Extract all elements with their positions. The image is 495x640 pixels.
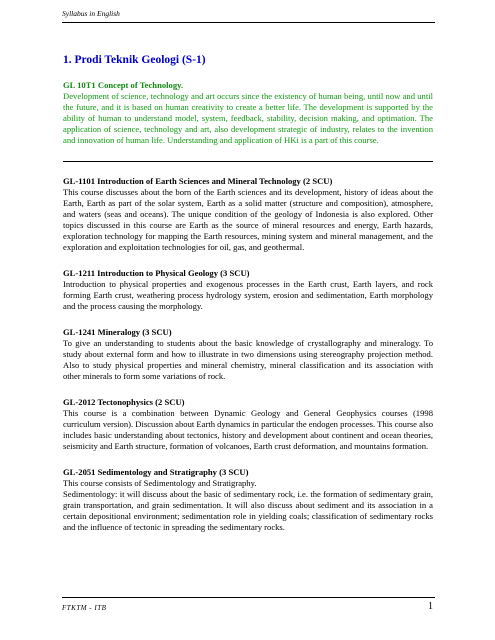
course-title: GL-2051 Sedimentology and Stratigraphy (3 SCU) [63, 467, 249, 477]
page-content [63, 54, 433, 548]
course-block [63, 176, 433, 253]
course-block [63, 327, 433, 382]
course-title: GL-1101 Introduction of Earth Sciences and Mineral Technology (2 SCU) [63, 176, 333, 186]
course-description: To give an understanding to students about the basic knowledge of crystallography and mineralogy. To study about external form and how to illustrate in two dimensions using stereography projection method. Also to study physical properties and mineral chemistry, mineral classification and its association with other minerals to form some variations of rock. [63, 338, 433, 381]
course-title: GL-2012 Tectonophysics (2 SCU) [63, 397, 185, 407]
course-title: GL-1241 Mineralogy (3 SCU) [63, 327, 172, 337]
header-rule [62, 22, 435, 23]
course-title: GL 10T1 Concept of Technology. [63, 80, 184, 90]
course-description: Development of science, technology and art occurs since the existency of human being, until now and until the future, and it is based on human creativity to create a better life. The development is supported by the ability of human to understand model, system, feedback, stability, decision making, and optimation. The application of science, technology and art, also development strategic of industry, relates to the invention and innovation of human life. Understanding and application of HKi is a part of this course. [63, 91, 433, 145]
footer-institution: FTKTM - ITB [62, 604, 107, 612]
course-block [63, 268, 433, 312]
course-block [63, 467, 433, 533]
course-block [63, 80, 433, 146]
footer-rule [62, 597, 435, 598]
course-title: GL-1211 Introduction to Physical Geology (3 SCU) [63, 268, 250, 278]
course-description: Introduction to physical properties and exogenous processes in the Earth crust, Earth layers, and rock forming Earth crust, weathering process hydrology system, erosion and sedimentation, Earth morphology and the process causing the morphology. [63, 279, 433, 311]
page-number: 1 [428, 601, 433, 612]
course-description: This course is a combination between Dynamic Geology and General Geophysics courses (1998 curriculum version). Discussion about Earth dynamics in particular the endogen processes. This course also includes basic understanding about tectonics, history and development about continent and ocean theories, seismicity and Earth structure, formation of volcanoes, Earth crust deformation, and mountains formation. [63, 408, 433, 451]
course-description: This course consists of Sedimentology and Stratigraphy. Sedimentology: it will discuss about the basic of sedimentary rock, i.e. the formation of sedimentary grain, grain transportation, and grain sedimentation. It will also discuss about sediment and its association in a certain depositional environment; sedimentation role in yielding coals; classification of sedimentary rocks and the influence of tectonic in spreading the sedimentary rocks. [63, 478, 433, 532]
page-header: Syllabus in English [62, 9, 120, 18]
course-description: This course discusses about the born of the Earth sciences and its development, history of ideas about the Earth, Earth as part of the solar system, Earth as a solid matter (structure and composition), atmosphere, and waters (seas and oceans). The unique condition of the geology of Indonesia is also explored. Other topics discussed in this course are Earth as the source of mineral resources and energy, Earth hazards, exploration technology for mapping the Earth resources, mining system and mineral management, and the exploration and exploitation technologies for oil, gas, and geothermal. [63, 187, 433, 252]
section-divider [63, 161, 433, 162]
section-title: 1. Prodi Teknik Geologi (S-1) [63, 54, 206, 66]
course-block [63, 397, 433, 452]
